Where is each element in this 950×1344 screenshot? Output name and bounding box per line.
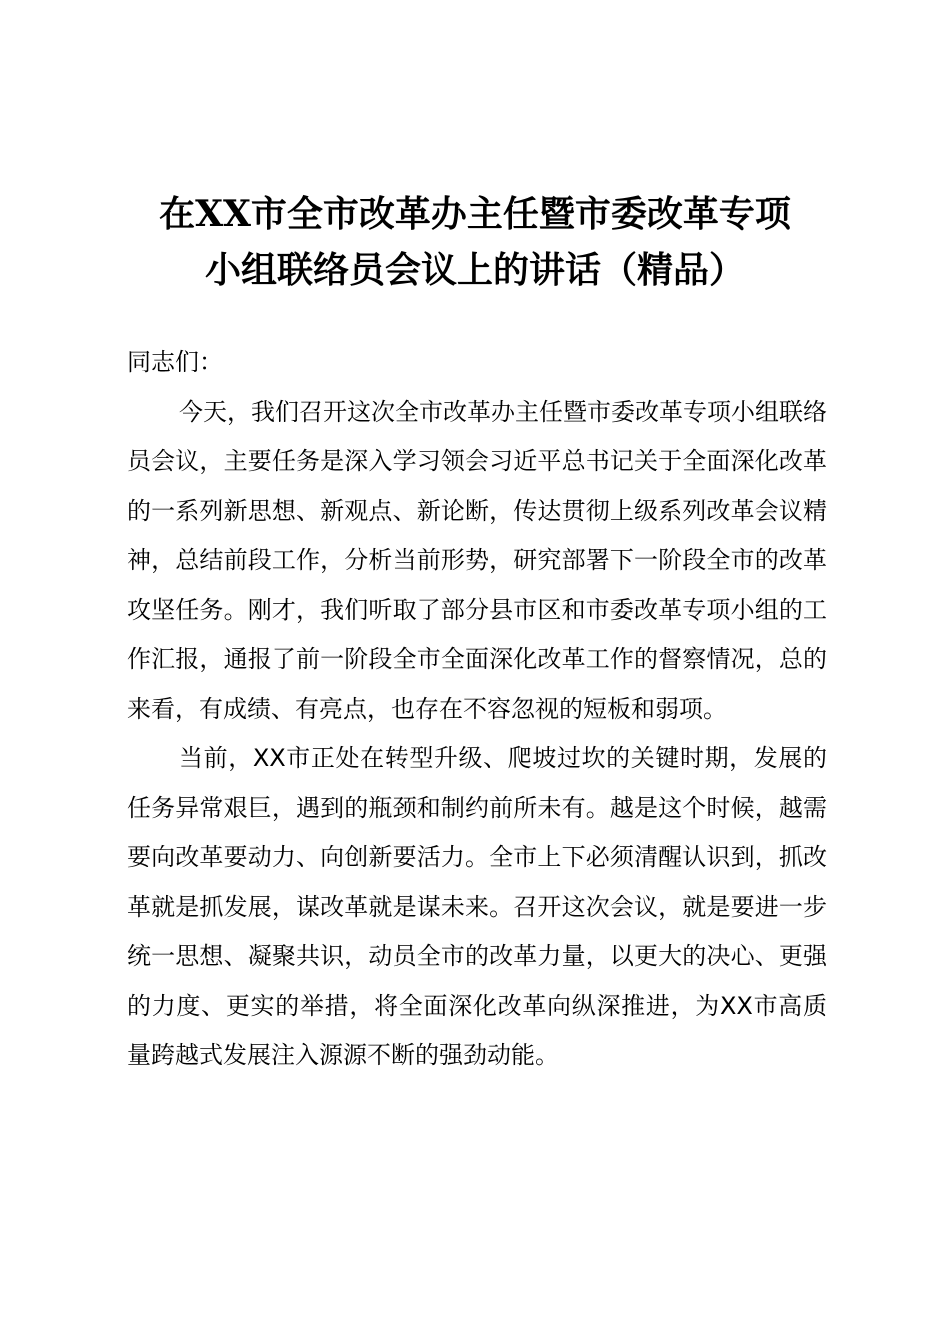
- document-title: [120, 186, 830, 298]
- paragraph-2: 当前，XX市正处在转型升级、爬坡过坎的关键时期，发展的任务异常艰巨，遇到的瓶颈和制约前所未有。越是这个时候，越需要向改革要动力、向创新要活力。全市上下必须清醒认识到，抓改革就是抓发展，谋改革就是谋未来。召开这次会议，就是要进一步统一思想、凝聚共识，动员全市的改革力量，以更大的决心、更强的力度、更实的举措，将全面深化改革向纵深推进，为XX市高质量跨越式发展注入源源不断的强劲动能。: [127, 744, 827, 1069]
- document-body: [127, 338, 827, 1081]
- paragraph-1: 今天，我们召开这次全市改革办主任暨市委改革专项小组联络员会议，主要任务是深入学习领会习近平总书记关于全面深化改革的一系列新思想、新观点、新论断，传达贯彻上级系列改革会议精神，总结前段工作，分析当前形势，研究部署下一阶段全市的改革攻坚任务。刚才，我们听取了部分县市区和市委改革专项小组的工作汇报，通报了前一阶段全市全面深化改革工作的督察情况，总的来看，有成绩、有亮点，也存在不容忽视的短板和弱项。: [127, 397, 827, 723]
- title-line-2: 小组联络员会议上的讲话（精品）: [204, 249, 745, 291]
- salutation: 同志们：: [127, 348, 223, 376]
- title-line-1: 在XX市全市改革办主任暨市委改革专项: [159, 193, 791, 235]
